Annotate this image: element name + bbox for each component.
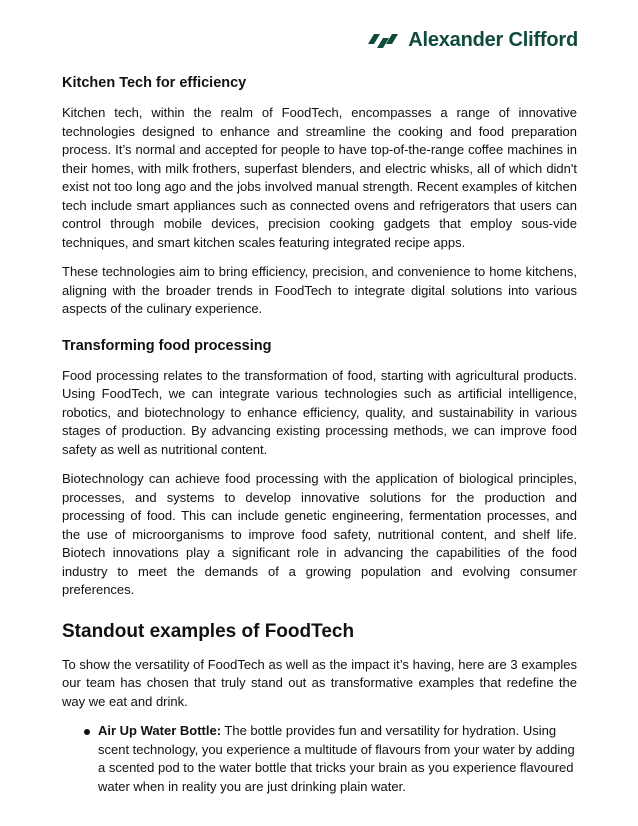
standout-examples-list (62, 722, 577, 796)
brand-name: Alexander Clifford (408, 29, 578, 51)
list-item (62, 722, 577, 796)
food-processing-paragraph-1: Food processing relates to the transformation of food, starting with agricultural products. Using FoodTech, we can integrate various technologies such as artificial intelligence, robotics, and biotechnology to enhance efficiency, quality, and sustainability in various stages of production. By advancing existing processing methods, we can improve food safety as well as nutritional content. (62, 367, 577, 457)
kitchen-tech-paragraph-1: Kitchen tech, within the realm of FoodTech, encompasses a range of innovative technologies designed to enhance and streamline the cooking and food preparation process. It’s normal and accepted for people to have top-of-the-range coffee machines in their homes, with milk frothers, superfast blenders, and electric whisks, all of which didn't exist not too long ago and the jobs involved manual strength. Recent examples of kitchen tech include smart appliances such as connected ovens and refrigerators that users can control through mobile devices, precision cooking gadgets that employ sous-vide techniques, and smart kitchen scales featuring integrated recipe apps. (62, 105, 577, 250)
alexander-clifford-logo-mark-icon (368, 32, 400, 50)
bullet-icon (84, 729, 90, 735)
standout-examples-heading: Standout examples of FoodTech (62, 620, 355, 642)
list-item-text: The bottle provides fun and versatility for hydration. Using scent technology, you experience a multitude of flavours from your water by adding a scented pod to the water bottle that tricks your brain as you experience flavoured water when in reality you are just drinking plain water. (98, 723, 575, 794)
kitchen-tech-paragraph-2: These technologies aim to bring efficiency, precision, and convenience to home kitchens, aligning with the broader trends in FoodTech to integrate digital solutions into various aspects of the culinary experience. (62, 264, 577, 316)
food-processing-paragraph-2: Biotechnology can achieve food processing with the application of biological principles, processes, and systems to develop innovative solutions for the production and processing of food. This can include genetic engineering, fermentation processes, and the use of microorganisms to improve food safety, nutritional content, and shelf life. Biotech innovations play a significant role in advancing the capabilities of the food industry to meet the demands of a growing population and evolving consumer preferences. (62, 471, 577, 597)
list-item-title: Air Up Water Bottle: (98, 723, 222, 738)
article-content (62, 74, 577, 796)
brand-logo[interactable] (368, 29, 578, 52)
kitchen-tech-heading: Kitchen Tech for efficiency (62, 75, 247, 91)
food-processing-heading: Transforming food processing (62, 337, 272, 354)
standout-intro-paragraph: To show the versatility of FoodTech as well as the impact it’s having, here are 3 examples our team has chosen that truly stand out as transformative examples that redefine the way we eat and drink. (62, 656, 577, 709)
